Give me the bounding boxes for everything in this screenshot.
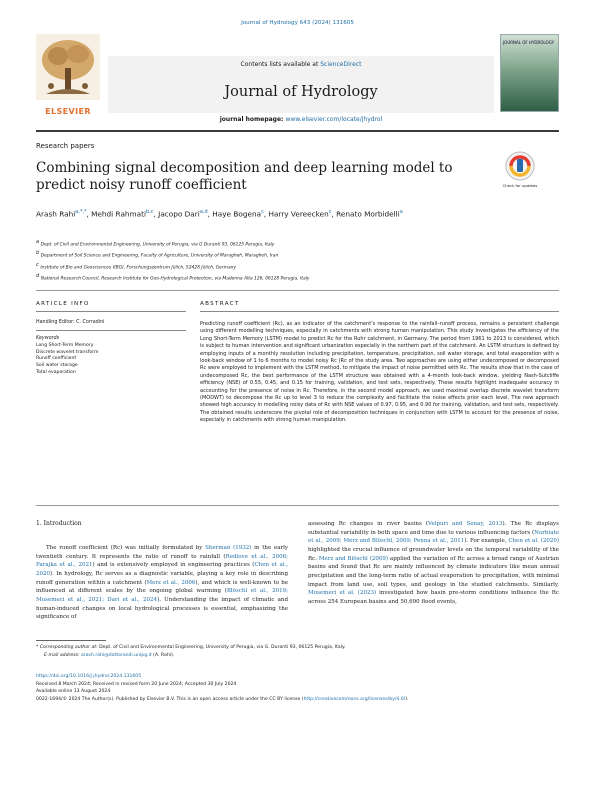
affiliation-mark: b <box>36 250 41 257</box>
journal-homepage-line <box>108 116 494 123</box>
info-divider <box>36 290 559 291</box>
keyword-list <box>36 343 186 377</box>
author-affiliation-marks[interactable]: a,*,* <box>75 209 87 215</box>
license-link[interactable]: http://creativecommons.org/licenses/by/4.0/ <box>303 697 406 703</box>
body-column-left: The runoff coefficient (Rc) was initially formulated by Sherman (1932) in the early twentieth century. It represents the ratio of runoff to rainfall (Redlove et al., 2006; Parajka et al., 2021) and is extensively employed in engineering practices (Chen et al., 2020). In hydrology, Rc serves as a diagnostic variable, playing a key role in describing runoff generation within a catchment (Merz et al., 2006), and which is well-known to be influenced at different scales by the ongoing global warming (Blöschl et al., 2019; Musemeci et al., 2021; Dari et al., 2024). Understanding the impact of climatic and human-induced changes on local hydrological processes is essential, emphasizing the significance of <box>36 545 289 621</box>
handling-editor: Handling Editor: C. Corradini <box>36 320 105 325</box>
email-label: E-mail address: <box>44 652 82 658</box>
author-name[interactable]: Jacopo Dari <box>158 209 200 219</box>
citation-link[interactable]: Redlove et al., 2006; Parajka et al., 2021 <box>36 553 288 569</box>
affiliation-text: National Research Council, Research Institute for Geo-Hydrological Protection, via Madonna Alta 126, 06128 Perugia, Italy <box>40 276 310 282</box>
keyword-item: Discrete wavelet transform <box>36 349 99 355</box>
journal-cover-image[interactable] <box>500 34 559 112</box>
license-suffix: ). <box>405 697 409 703</box>
author-affiliation-marks[interactable]: b,c <box>146 209 154 215</box>
affiliation-item <box>36 261 556 272</box>
affiliation-item <box>36 238 556 249</box>
journal-reference[interactable]: Journal of Hydrology 643 (2024) 131605 <box>241 20 354 26</box>
keyword-item: Total evaporation <box>36 369 76 375</box>
keyword-item: Long Short-Term Memory <box>36 343 94 348</box>
homepage-link[interactable]: www.elsevier.com/locate/jhydrol <box>285 116 383 123</box>
keywords-heading: Keywords <box>36 336 60 341</box>
author-name[interactable]: Arash Rahi <box>36 209 76 219</box>
citation-link[interactable]: Velpuri and Senay, 2013 <box>428 521 503 527</box>
author-affiliation-marks[interactable]: c <box>261 209 264 215</box>
email-link[interactable]: arash.rahi@dottorandi.unipg.it <box>81 652 152 658</box>
author-name[interactable]: Renato Morbidelli <box>336 209 400 219</box>
author-affiliation-marks[interactable]: a <box>399 209 403 215</box>
author-affiliation-marks[interactable]: a,d <box>199 209 208 215</box>
citation-link[interactable]: Blöschl et al., 2019; Musemeci et al., 2021; Dari et al., 2024 <box>36 588 288 603</box>
author-list: Arash Rahi$^{a,*,*}$, Mehdi Rahmati$^{b,c}$, Jacopo Dari$^{a,d}$, Haye Bogena$^c$, Harry Vereecken$^c$, Renato Morbidelli$^a$ <box>36 209 403 219</box>
citation-link[interactable]: Norbiato et al., 2009; Merz and Blöschl, 2009; Penna et al., 2011 <box>308 529 559 545</box>
check-for-updates-icon[interactable] <box>502 150 538 184</box>
publisher-wordmark: ELSEVIER <box>45 107 91 116</box>
affiliation-item <box>36 272 556 283</box>
keyword-item: Soil water storage <box>36 363 78 369</box>
contents-line <box>108 61 494 68</box>
affiliation-text: Dept. of Civil and Environmental Engineering, University of Perugia, via G Duranti 93, 06125 Perugia, Italy <box>40 242 275 248</box>
sciencedirect-link[interactable]: ScienceDirect <box>320 61 362 68</box>
contents-prefix: Contents lists available at <box>240 61 321 68</box>
journal-title: Journal of Hydrology <box>224 84 378 100</box>
article-info-rule <box>36 311 186 312</box>
citation-link[interactable]: Chen et al., 2020 <box>36 562 289 577</box>
citation-link[interactable]: Merz and Blöschl (2009) <box>318 555 389 562</box>
affiliation-mark: c <box>36 261 41 268</box>
citation-link[interactable]: Musemeci et al. (2023) <box>308 590 377 597</box>
homepage-prefix: journal homepage: <box>219 116 286 123</box>
email-suffix: (A. Rahi). <box>151 652 175 658</box>
author-name[interactable]: Mehdi Rahmati <box>91 209 147 219</box>
body-column-right: assessing Rc changes in river basins (Velpuri and Senay, 2013). The Rc displays substantial variability in both space and time due to various influencing factors (Norbiato et al., 2009; Merz and Blöschl, 2009; Penna et al., 2011). For example, Chen et al. (2020) highlighted the crucial influence of groundwater levels on the temporal variability of the Rc. Merz and Blöschl (2009) applied the variation of Rc across a broad range of Austrian basins and found that Rc are mainly influenced by climate indicators like mean annual precipitation and the long-term ratio of actual evaporation to precipitation, with minimal impact from land use, soil types, and geology in the studied catchments. Similarly, Musemeci et al. (2023) investigated how basin pre-storm conditions influence the Rc across 254 European basins and 50,690 flood events, <box>308 521 559 605</box>
header-divider <box>36 130 559 132</box>
license-line <box>36 696 556 704</box>
received-dates: Received 8 March 2024; Received in revised form 20 June 2024; Accepted 30 July 2024 <box>36 681 237 687</box>
affiliation-text: Institute of Bio and Geosciences (IBG), Forschungszentrum Jülich, 52428 Jülich, Germany <box>40 265 237 271</box>
paper-title: Combining signal decomposition and deep learning model to predict noisy runoff coefficient <box>36 160 453 193</box>
section-heading-introduction: 1. Introduction <box>36 520 82 527</box>
footnote-rule <box>36 640 106 641</box>
article-info-heading: ARTICLE INFO <box>36 301 90 307</box>
cover-title: JOURNAL OF HYDROLOGY <box>502 40 555 45</box>
corr-address: Dept. of Civil and Environmental Engineering, University of Perugia, via G. Duranti 93, 06125 Perugia, Italy. <box>99 645 346 650</box>
abstract-text: Predicting runoff coefficient (Rc), as an indicator of the catchment's response to the rainfall–runoff process, remains a persistent challenge using different modelling techniques, especially in catchments with strong human manipulation. This study investigates the efficiency of the Long Short-Term Memory (LSTM) model to predict Rc for the Ruhr catchment, in Germany. The period from 1961 to 2013 is considered, which is subject to human intervention and significant urbanization especially in the northern part of the catchment. An LSTM structure is defined by employing inputs of a monthly resolution including precipitation, temperature, precipitation, soil water storage, and total evaporation with a look-back window of 1 to 6 months to model noisy Rc (Rc of the study area. Two approaches are using either undecomposed or decomposed Rc were employed to implement with the LSTM method, to mitigate the impact of noise permitted with Rc. The results show that in the case of undecomposed Rc, the best performance of the LSTM structure was obtained with a 4-month look-back window, yielding Nash-Sutcliffe efficiency (NSE) of 0.55, 0.45, and 0.15 for training, validation, and test sets, respectively. These results highlight inadequate accuracy in accounting for the presence of noise in Rc. Therefore, in the second model approach, we used maximal overlap discrete wavelet transform (MODWT) to decompose the Rc up to level 3 to reduce the complexity and facilitate the noise effects prior each level. The new approach showed high accuracy in modelling noisy data of Rc with NSE values of 0.97, 0.95, and 0.90 for training, validation, and test sets, respectively. The obtained results underscore the pivotal role of decomposition techniques in conjunction with LSTM to account for the presence of noise, especially in catchments with strong human manipulation. <box>200 321 559 424</box>
keywords-rule <box>36 330 186 331</box>
abstract-divider <box>36 505 559 506</box>
elsevier-tree-logo <box>36 34 100 100</box>
available-online: Available online 13 August 2024 <box>36 689 111 695</box>
citation-link[interactable]: Merz et al., 2006 <box>146 579 196 586</box>
abstract-rule <box>200 311 559 312</box>
citation-link[interactable]: Sherman (1932) <box>205 545 252 551</box>
author-name[interactable]: Haye Bogena <box>212 209 262 219</box>
citation-link[interactable]: Chen et al. (2020) <box>508 538 559 545</box>
author-affiliation-marks[interactable]: c <box>328 209 332 215</box>
check-for-updates-label[interactable]: Check for updates <box>502 183 538 188</box>
corresponding-author-footnote <box>36 644 556 660</box>
doi-and-dates <box>36 673 556 704</box>
doi-link[interactable]: https://doi.org/10.1016/j.jhydrol.2024.131605 <box>36 674 142 679</box>
abstract-heading: ABSTRACT <box>200 301 240 307</box>
keyword-item: Runoff coefficient <box>36 356 77 362</box>
affiliation-list <box>36 238 556 284</box>
affiliation-mark: d <box>36 273 41 280</box>
author-name[interactable]: Harry Vereecken <box>268 209 329 219</box>
license-prefix: 0022-1694/© 2024 The Author(s). Published by Elsevier B.V. This is an open access article under the CC BY license ( <box>36 697 304 703</box>
article-type: Research papers <box>36 142 95 150</box>
corr-label: * Corresponding author at: <box>36 645 100 650</box>
affiliation-item <box>36 249 556 260</box>
affiliation-text: Department of Soil Science and Engineering, Faculty of Agriculture, University of Maragheh, Maragheh, Iran <box>40 253 279 259</box>
affiliation-mark: a <box>36 239 41 245</box>
